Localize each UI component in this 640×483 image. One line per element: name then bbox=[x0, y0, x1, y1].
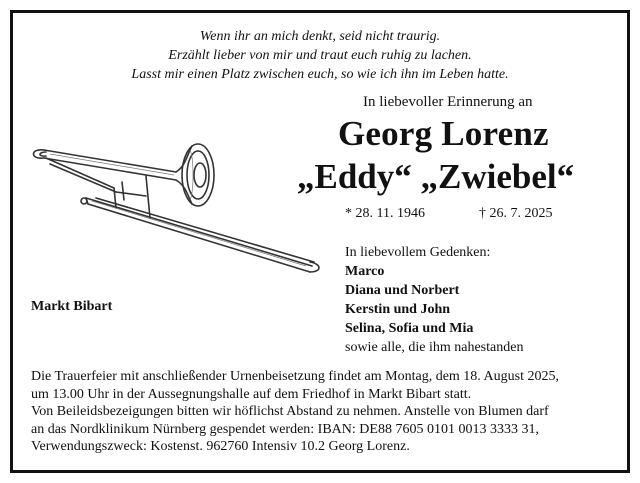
death-date: † 26. 7. 2025 bbox=[479, 206, 553, 221]
notice-line: Von Beileidsbezeigungen bitten wir höflichst Abstand zu nehmen. Anstelle von Blumen darf bbox=[31, 404, 549, 419]
mourner-name: Kerstin und John bbox=[345, 302, 451, 317]
funeral-notice bbox=[31, 368, 621, 456]
mourner-name: Diana und Norbert bbox=[345, 283, 460, 298]
mourner-name: Marco bbox=[345, 264, 385, 279]
mourner-name: Selina, Sofia und Mia bbox=[345, 321, 474, 336]
notice-line: Verwendungszweck: Kostenst. 962760 Intensiv 10.2 Georg Lorenz. bbox=[31, 439, 410, 454]
notice-line: an das Nordklinikum Nürnberg gespendet werden: IBAN: DE88 7605 0101 0013 3333 31, bbox=[31, 421, 539, 437]
deceased-nickname: „Eddy“ „Zwiebel“ bbox=[297, 157, 575, 196]
mourners-closing: sowie alle, die ihm nahestanden bbox=[345, 340, 524, 355]
intro-line: In liebevoller Erinnerung an bbox=[363, 94, 533, 110]
notice-line: um 13.00 Uhr in der Aussegnungshalle auf dem Friedhof in Markt Bibart statt. bbox=[31, 386, 472, 402]
deceased-name: Georg Lorenz bbox=[338, 114, 549, 153]
place-name: Markt Bibart bbox=[31, 299, 113, 314]
mourners-heading: In liebevollem Gedenken: bbox=[345, 245, 491, 260]
notice-line: Die Trauerfeier mit anschließender Urnenbeisetzung findet am Montag, dem 18. August 2025, bbox=[31, 369, 559, 384]
birth-date: * 28. 11. 1946 bbox=[345, 206, 425, 221]
poem-line: Wenn ihr an mich denkt, seid nicht traurig. bbox=[199, 29, 441, 44]
poem-line: Lasst mir einen Platz zwischen euch, so wie ich ihn im Leben hatte. bbox=[131, 67, 509, 82]
poem-line: Erzählt lieber von mir und traut euch ruhig zu lachen. bbox=[168, 48, 472, 63]
mourners-block bbox=[345, 243, 523, 357]
trombone-icon bbox=[26, 138, 326, 278]
poem bbox=[0, 27, 640, 84]
